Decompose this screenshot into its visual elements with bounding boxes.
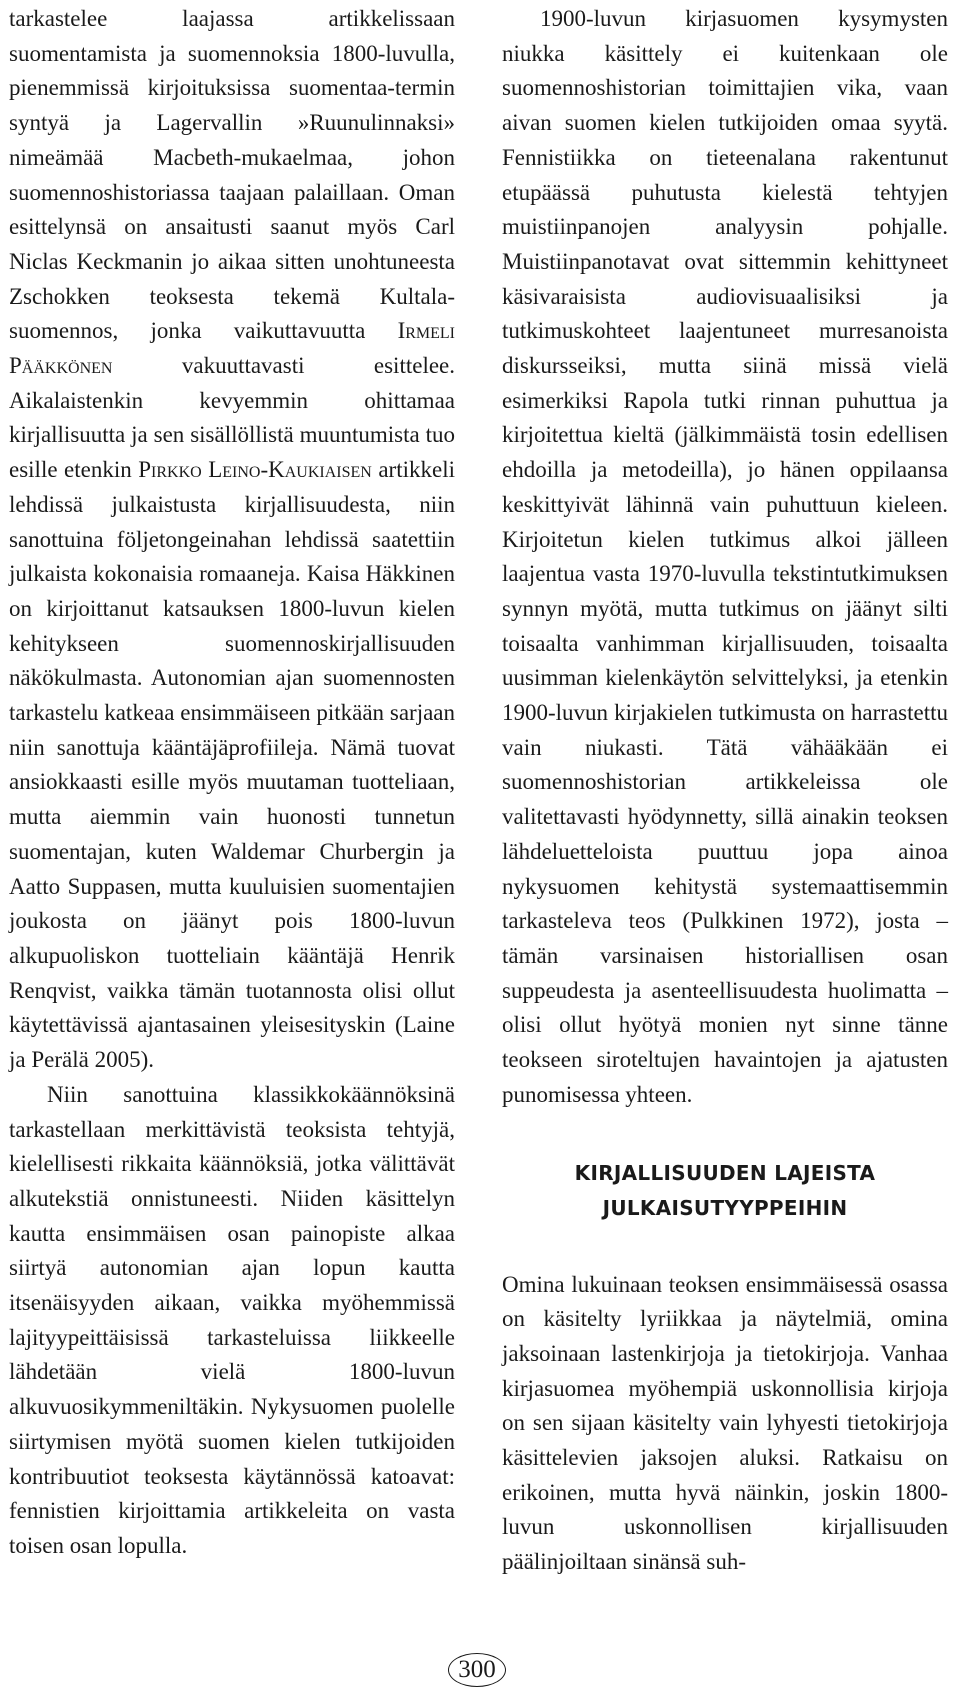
paragraph-text: tarkastelee laajassa artikkelissaan suomentamista ja suomennoksia 1800-luvulla, pienemmissä kirjoituksissa suomentaa-termin syntyä ja Lagervallin »Ruunulinnaksi» nimeämää Macbeth-mukaelmaa, johon suomennoshistoriassa taajaan palaillaan. Oman esittelynsä on ansaitusti saanut myös Carl Niclas Keckmanin jo aikaa sitten unohtuneesta Zschokken teoksesta tekemä Kultala-suomennos, jonka vaikuttavuutta xyxy=(9,6,455,344)
section-heading xyxy=(502,1156,948,1226)
section-heading-line: KIRJALLISUUDEN LAJEISTA xyxy=(574,1160,876,1185)
author-name: Irmeli Pääkkönen xyxy=(9,318,455,379)
paragraph-text: artikkeli lehdissä julkaistusta kirjallisuudesta, niin sanottuina följetongeinahan lehdissä saatettiin julkaista kokonaisia romaaneja. Kaisa Häkkinen on kirjoittanut katsauksen 1800-luvun kielen kehitykseen suomennoskirjallisuuden näkökulmasta. Autonomian ajan suomennosten tarkastelu katkeaa ensimmäiseen pitkään sarjaan niin sanottuja kääntäjäprofiileja. Nämä tuovat ansiokkaasti esille myös muutaman tuotteliaan, mutta aiemmin vain huonosti tunnetun suomentajan, kuten Waldemar Churbergin ja Aatto Suppasen, mutta kuuluisien suomentajien joukosta on jäänyt pois 1800-luvun alkupuoliskon tuotteliain kääntäjä Henrik Renqvist, vaikka tämän tuotannosta olisi ollut käytettävissä ajantasainen yleisesityskin (Laine ja Perälä 2005). xyxy=(9,457,455,1073)
page-number: 300 xyxy=(448,1653,506,1687)
paragraph: 1900-luvun kirjasuomen kysymysten niukka käsittely ei kuitenkaan ole suomennoshistorian toimittajien vika, vaan aivan suomen kielen tutkijoiden omaa syytä. Fennistiikka on tieteenalana rakentunut etupäässä puhutusta kielestä tehtyjen muistiinpanojen analyysin pohjalle. Muistiinpanotavat ovat sittemmin kehittyneet käsivaraisista audiovisuaalisiksi ja tutkimuskohteet laajentuneet murresanoista diskursseiksi, mutta siinä missä vielä esimerkiksi Rapola tutki rinnan puhuttua ja kirjoitettua kieltä (jälkimmäistä tosin edellisen ehdoilla ja metodeilla), jo hänen oppilaansa keskittyivät lähinnä vain puhuttuun kieleen. Kirjoitetun kielen tutkimus alkoi jälleen laajentua vasta 1970-luvulla tekstintutkimuksen synnyn myötä, mutta tutkimus on jäänyt silti toisaalta vanhimman kirjallisuuden, toisaalta uusimman kielenkäytön selvittelyksi, ja etenkin 1900-luvun kirjakielen tutkimusta on harrastettu vain niukasti. Tätä vähääkään ei suomennoshistorian artikkeleissa ole valitettavasti hyödynnetty, sillä ainakin teoksen lähdeluetteloista puuttuu jopa ainoa nykysuomen kehitystä systemaattisemmin tarkasteleva teos (Pulkkinen 1972), josta – tämän varsinaisen historiallisen osan suppeudesta ja asenteellisuudesta huolimatta – olisi ollut hyötyä monien nyt sinne tänne teokseen siroteltujen havaintojen ja ajatusten punomisessa yhteen. xyxy=(502,6,948,1107)
paragraph: Omina lukuinaan teoksen ensimmäisessä osassa on käsitelty lyriikkaa ja näytelmiä, omina jaksoinaan lastenkirjoja ja tietokirjoja. Vanhaa kirjasuomea myöhempiä uskonnollisia kirjoja on sen sijaan käsitelty vain lyhyesti tietokirjoja käsittelevien jaksojen aluksi. Ratkaisu on erikoinen, mutta hyvä näinkin, joskin 1800-luvun uskonnollisen kirjallisuuden päälinjoiltaan sinänsä suh- xyxy=(502,1271,948,1575)
right-text-column xyxy=(502,2,948,1580)
section-heading-line: JULKAISUTYYPPEIHIN xyxy=(602,1195,848,1220)
paragraph: Niin sanottuina klassikkokäännöksinä tarkastellaan merkittävistä teoksista tehtyjä, kielellisesti rikkaita käännöksiä, jotka välittävät alkutekstiä onnistuneesti. Niiden käsittelyn kautta ensimmäisen osan painopiste alkaa siirtyä autonomian ajan lopun kautta itsenäisyyden aikaan, vaikka myöhemmissä lajityypeittäisissä tarkasteluissa liikkeelle lähdetään vielä 1800-luvun alkuvuosikymmeniltäkin. Nykysuomen puolelle siirtymisen myötä suomen kielen tutkijoiden kontribuutiot teoksesta käytännössä katoavat: fennistien kirjoittamia artikkeleita on vasta toisen osan lopulla. xyxy=(9,1081,455,1558)
paragraph-text: vakuuttavasti esittelee. Aikalaistenkin kevyemmin ohittamaa kirjallisuutta ja sen sisällöllistä muuntumista tuo esille etenkin xyxy=(9,353,455,483)
left-text-column xyxy=(9,2,455,1564)
paragraph xyxy=(9,2,455,1078)
author-name: Pirkko Leino-Kaukiaisen xyxy=(138,457,372,483)
